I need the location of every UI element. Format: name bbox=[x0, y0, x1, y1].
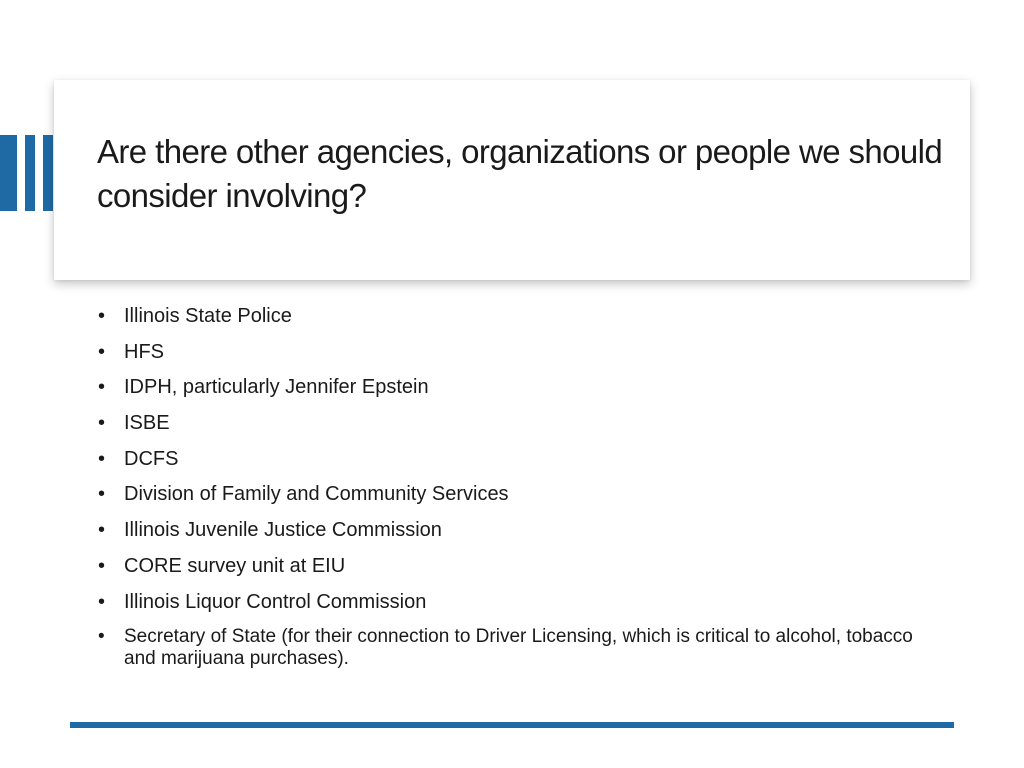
bullet-item bbox=[98, 591, 928, 613]
bottom-divider bbox=[70, 722, 954, 728]
bullet-icon: • bbox=[98, 340, 106, 363]
bullet-icon: • bbox=[98, 483, 106, 506]
bullet-text: Illinois Liquor Control Commission bbox=[124, 590, 427, 613]
bullet-item bbox=[98, 626, 928, 670]
bullet-item bbox=[98, 305, 928, 327]
bullet-text: HFS bbox=[124, 340, 164, 363]
bullet-text: Secretary of State (for their connection to Driver Licensing, which is critical to alcohol, tobacco and marijuana purchases). bbox=[124, 626, 913, 670]
bullet-item bbox=[98, 448, 928, 470]
accent-bar-narrow bbox=[25, 135, 35, 211]
bullet-icon: • bbox=[98, 376, 106, 399]
bullet-text: ISBE bbox=[124, 412, 170, 435]
bullet-icon: • bbox=[98, 447, 106, 470]
bullet-item bbox=[98, 376, 928, 398]
bullet-icon: • bbox=[98, 305, 106, 327]
bullet-icon: • bbox=[98, 412, 106, 435]
bullet-text: Illinois Juvenile Justice Commission bbox=[124, 519, 442, 542]
bullet-icon: • bbox=[98, 590, 106, 613]
accent-bars-decoration bbox=[0, 135, 60, 211]
accent-bar-narrow bbox=[43, 135, 53, 211]
bullet-item bbox=[98, 341, 928, 363]
bullet-item bbox=[98, 519, 928, 541]
bullet-text: DCFS bbox=[124, 447, 179, 470]
bullet-list bbox=[98, 305, 928, 684]
bullet-text: Illinois State Police bbox=[124, 305, 292, 327]
bullet-item bbox=[98, 483, 928, 505]
bullet-icon: • bbox=[98, 554, 106, 577]
bullet-icon: • bbox=[98, 519, 106, 542]
bullet-text: Division of Family and Community Services bbox=[124, 483, 509, 506]
bullet-text: CORE survey unit at EIU bbox=[124, 554, 346, 577]
accent-bar-wide bbox=[0, 135, 17, 211]
bullet-text: IDPH, particularly Jennifer Epstein bbox=[124, 376, 429, 399]
slide-title: Are there other agencies, organizations or people we should consider involving? bbox=[97, 133, 943, 214]
bullet-icon: • bbox=[98, 626, 105, 648]
bullet-item bbox=[98, 412, 928, 434]
bullet-item bbox=[98, 555, 928, 577]
